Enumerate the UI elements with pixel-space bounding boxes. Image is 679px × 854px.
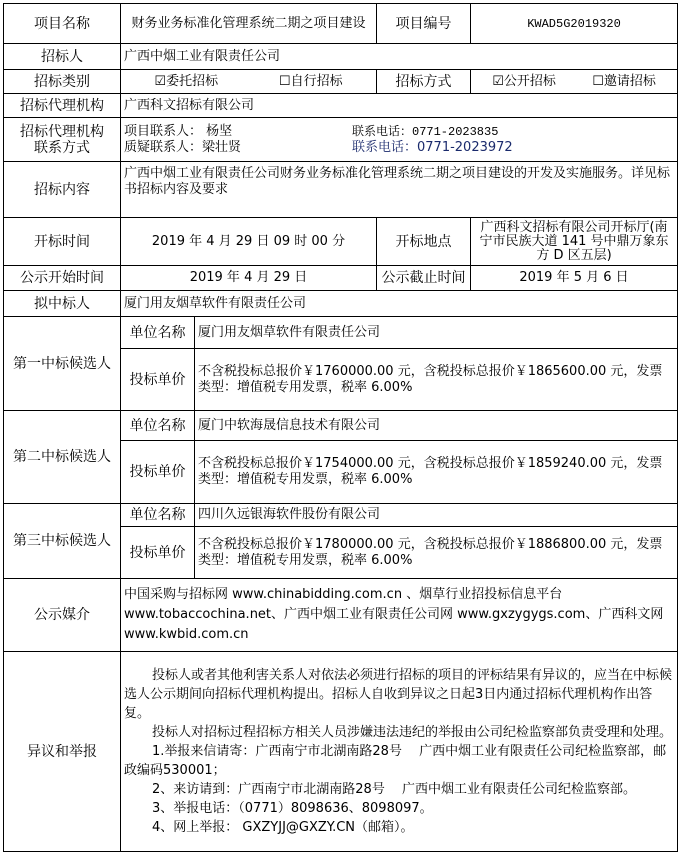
tenderer-value: 广西中烟工业有限责任公司 xyxy=(121,44,678,70)
media-value: 中国采购与招标网 www.chinabidding.com.cn 、烟草行业招投标信息平台 www.tobaccochina.net、广西中烟工业有限责任公司网 www.gxzygygs.com、广西科文网 www.kwbid.com.cn xyxy=(121,579,678,652)
agency-value: 广西科文招标有限公司 xyxy=(121,94,678,118)
candidate-2-price: 不含税投标总报价￥1754000.00 元，含税投标总报价￥1859240.00 元，发票类型：增值税专用发票，税率 6.00% xyxy=(195,441,678,504)
objection-label: 异议和举报 xyxy=(4,652,121,852)
contact-phone: 联系电话：0771-2023835 xyxy=(352,124,499,139)
candidate-2-label: 第二中标候选人 xyxy=(4,411,121,504)
open-place-value: 广西科文招标有限公司开标厅(南宁市民族大道 141 号中鼎万象东方 D 区五层) xyxy=(471,218,678,266)
bid-price-label: 投标单价 xyxy=(121,527,195,579)
unit-name-label: 单位名称 xyxy=(121,411,195,441)
candidate-1-name: 厦门用友烟草软件有限责任公司 xyxy=(195,317,678,349)
query-phone: 联系电话：0771-2023972 xyxy=(352,139,513,155)
content-label: 招标内容 xyxy=(4,162,121,218)
candidate-3-price: 不含税投标总报价￥1780000.00 元，含税投标总报价￥1886800.00 元，发票类型：增值税专用发票，税率 6.00% xyxy=(195,527,678,579)
objection-para-1: 投标人或者其他利害关系人对依法必须进行招标的项目的评标结果有异议的，应当在中标候选人公示期间向招标代理机构提出。招标人自收到异议之日起3日内通过招标代理机构作出答复。 xyxy=(124,668,673,721)
objection-para-2: 投标人对招标过程招标方相关人员涉嫌违法违纪的举报由公司纪检监察部负责受理和处理。 xyxy=(152,725,673,740)
candidate-3-label: 第三中标候选人 xyxy=(4,504,121,579)
open-time-label: 开标时间 xyxy=(4,218,121,266)
bid-result-table xyxy=(3,3,678,852)
media-label: 公示媒介 xyxy=(4,579,121,652)
category-entrusted-checkbox: ☑委托招标 xyxy=(154,73,219,89)
tender-method-label: 招标方式 xyxy=(377,70,471,94)
bid-price-label: 投标单价 xyxy=(121,441,195,504)
candidate-2-name: 厦门中软海晟信息技术有限公司 xyxy=(195,411,678,441)
objection-visit: 2、来访请到：广西南宁市北湖南路28号 广西中烟工业有限责任公司纪检监察部。 xyxy=(152,782,636,797)
objection-phone: 3、举报电话：（0771）8098636、8098097。 xyxy=(152,801,433,816)
notice-start-label: 公示开始时间 xyxy=(4,266,121,291)
open-place-label: 开标地点 xyxy=(377,218,471,266)
project-no-label: 项目编号 xyxy=(377,4,471,44)
method-invite-checkbox: ☐邀请招标 xyxy=(592,73,656,89)
candidate-1-price: 不含税投标总报价￥1760000.00 元，含税投标总报价￥1865600.00 元，发票类型：增值税专用发票，税率 6.00% xyxy=(195,349,678,411)
content-value: 广西中烟工业有限责任公司财务业务标准化管理系统二期之项目建设的开发及实施服务。详见标书招标内容及要求 xyxy=(121,162,678,218)
objection-email: 4、网上举报： GXZYJJ@GXZY.CN（邮箱）。 xyxy=(152,820,414,835)
proposed-winner-label: 拟中标人 xyxy=(4,291,121,317)
tender-category-label: 招标类别 xyxy=(4,70,121,94)
candidate-1-label: 第一中标候选人 xyxy=(4,317,121,411)
unit-name-label: 单位名称 xyxy=(121,317,195,349)
project-name-label: 项目名称 xyxy=(4,4,121,44)
notice-start-value: 2019 年 4 月 29 日 xyxy=(121,266,377,291)
tenderer-label: 招标人 xyxy=(4,44,121,70)
project-no-value: KWAD5G2019320 xyxy=(471,4,678,44)
open-time-value: 2019 年 4 月 29 日 09 时 00 分 xyxy=(121,218,377,266)
project-name-value: 财务业务标准化管理系统二期之项目建设 xyxy=(121,4,377,44)
candidate-3-name: 四川久远银海软件股份有限公司 xyxy=(195,504,678,527)
objection-mail: 1.举报来信请寄：广西南宁市北湖南路28号 广西中烟工业有限责任公司纪检监察部，邮政编码530001； xyxy=(124,744,667,778)
unit-name-label: 单位名称 xyxy=(121,504,195,527)
notice-end-label: 公示截止时间 xyxy=(377,266,471,291)
notice-end-value: 2019 年 5 月 6 日 xyxy=(471,266,678,291)
category-self-checkbox: ☐自行招标 xyxy=(278,73,343,89)
agency-contact-label: 招标代理机构联系方式 xyxy=(4,118,121,162)
agency-label: 招标代理机构 xyxy=(4,94,121,118)
query-person: 质疑联系人：梁壮贤 xyxy=(124,139,242,155)
method-open-checkbox: ☑公开招标 xyxy=(492,73,556,89)
contact-person: 项目联系人： 杨坚 xyxy=(124,123,233,139)
proposed-winner-value: 厦门用友烟草软件有限责任公司 xyxy=(121,291,678,317)
bid-price-label: 投标单价 xyxy=(121,349,195,411)
